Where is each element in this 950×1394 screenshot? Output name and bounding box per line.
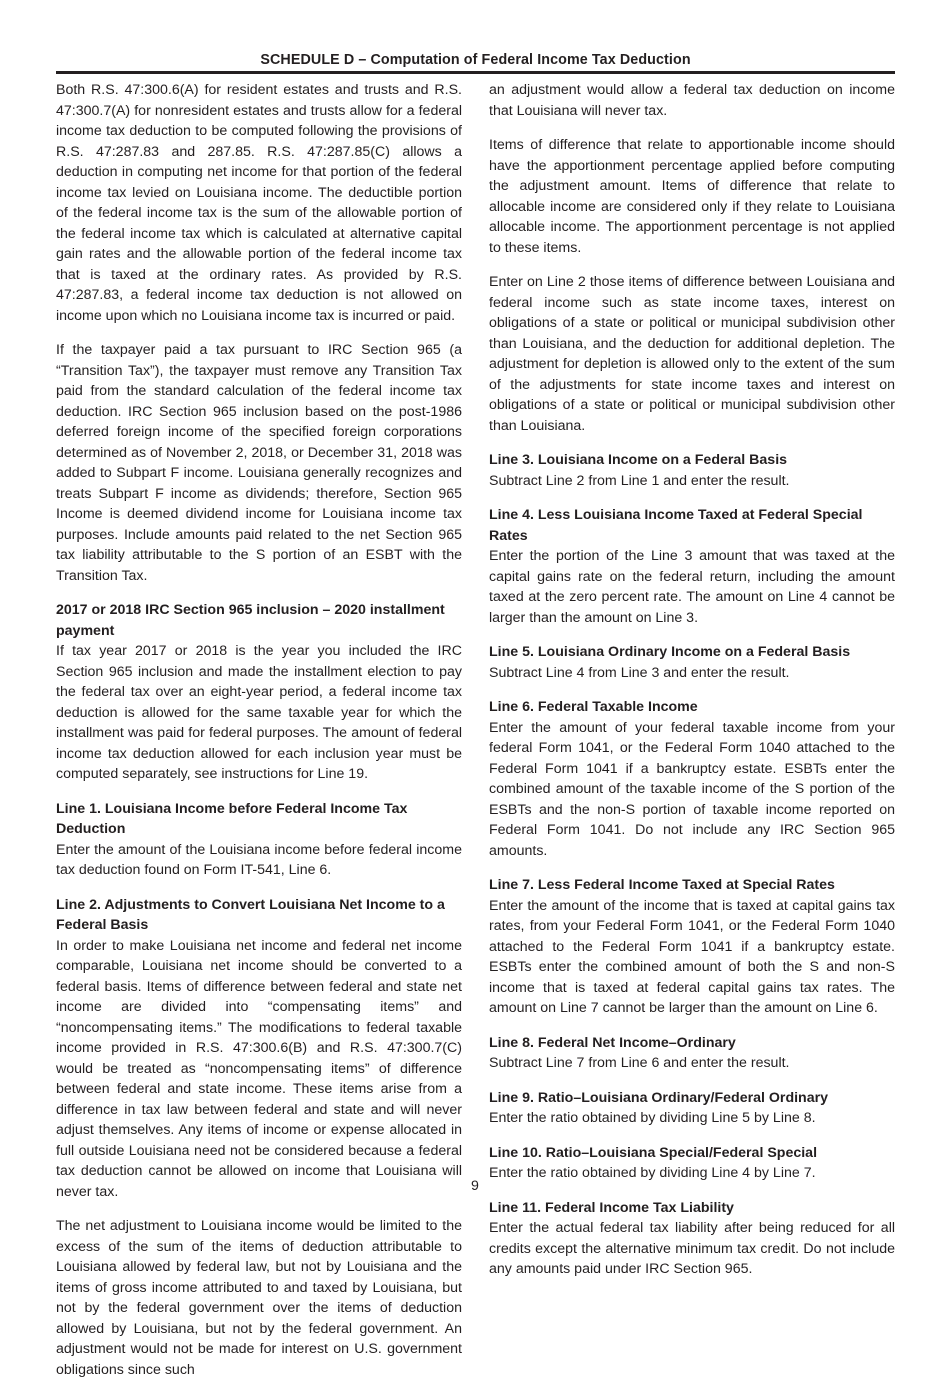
paragraph: an adjustment would allow a federal tax deduction on income that Louisiana will never tax. — [489, 82, 895, 119]
paragraph: If the taxpayer paid a tax pursuant to IRC Section 965 (a “Transition Tax”), the taxpayer must remove any Transition Tax paid from the standard calculation of the federal income tax deduction. IRC Section 965 inclusion based on the post-1986 deferred foreign income of the specified foreign corporations determined as of November 2, 2018, or December 31, 2018 was added to Subpart F income. Louisiana generally recognizes and treats Subpart F income as dividends; therefore, Section 965 Income is deemed dividend income for Louisiana income tax purposes. Include amounts paid related to the net Section 965 tax liability attributable to the S portion of an ESBT with the Transition Tax. — [56, 342, 462, 584]
paragraph: Enter on Line 2 those items of difference between Louisiana and federal income such as state income taxes, interest on obligations of a state or political or municipal subdivision other than Louisiana, and the deduction for additional depletion. The adjustment for depletion is allowed only to the extent of the sum of the adjustments for state income taxes and interest on obligations of a state or political or municipal subdivision other than Louisiana. — [489, 274, 895, 434]
paragraph: Enter the amount of the income that is taxed at capital gains tax rates, from your Federal Form 1041, or the Federal Form 1040 attached to the Federal Form 1041 if a bankruptcy estate. ESBTs enter the combined amount of both the S and non-S income that is taxed at federal capital gains tax rates. The amount on Line 7 cannot be larger than the amount on Line 6. — [489, 897, 895, 1016]
section — [56, 799, 462, 881]
section-heading: Line 9. Ratio–Louisiana Ordinary/Federal Ordinary — [489, 1089, 829, 1106]
paragraph-block — [489, 272, 895, 436]
section-heading: Line 8. Federal Net Income–Ordinary — [489, 1034, 736, 1051]
section-heading: Line 5. Louisiana Ordinary Income on a Federal Basis — [489, 644, 851, 660]
section — [56, 600, 462, 785]
paragraph-block — [489, 80, 895, 121]
section — [56, 895, 462, 1203]
right-column — [489, 80, 895, 1294]
paragraph: Enter the ratio obtained by dividing Line 5 by Line 8. — [489, 1110, 816, 1126]
paragraph: Subtract Line 2 from Line 1 and enter the result. — [489, 472, 790, 489]
paragraph: Enter the amount of the Louisiana income before federal income tax deduction found on Form IT-541, Line 6. — [56, 841, 462, 878]
section-heading: Line 1. Louisiana Income before Federal Income Tax Deduction — [56, 800, 408, 837]
paragraph: Subtract Line 4 from Line 3 and enter the result. — [489, 664, 790, 681]
paragraph: In order to make Louisiana net income and federal net income comparable, Louisiana net income should be converted to a federal basis. Items of difference between federal and state net income are divided into “compensating items” and “noncompensating items.” The modifications to federal taxable income provided in R.S. 47:300.6(B) and R.S. 47:300.7(C) would be treated as “noncompensating items” of difference between federal and state income. These items arise from a difference in tax law between federal and state and will never adjust themselves. Any items of income or expense allocated in full outside Louisiana need not be considered because a federal tax deduction cannot be allowed on income that Louisiana will never tax. — [56, 937, 462, 1200]
section-heading: Line 6. Federal Taxable Income — [489, 699, 698, 715]
section — [489, 505, 895, 628]
left-column — [56, 80, 462, 1394]
section-heading: Line 2. Adjustments to Convert Louisiana Net Income to a Federal Basis — [56, 896, 445, 933]
section — [489, 1198, 895, 1280]
paragraph: Enter the amount of your federal taxable income from your federal Form 1041, or the Federal Form 1040 attached to the Federal Form 1041 if a bankruptcy estate. ESBTs enter the combined amount of the taxable income of the S portion of the ESBTs and the non-S portion of taxable income reported on Federal Form 1041. Do not include any IRC Section 965 amounts. — [489, 719, 895, 859]
section-heading: 2017 or 2018 IRC Section 965 inclusion – 2020 installment payment — [56, 602, 445, 639]
section-heading: Line 11. Federal Income Tax Liability — [489, 1199, 734, 1216]
paragraph-block — [56, 80, 462, 326]
section — [489, 450, 895, 491]
paragraph: If tax year 2017 or 2018 is the year you included the IRC Section 965 inclusion and made the installment election to pay the federal tax over an eight-year period, a federal income tax deduction is allowed for the same taxable year for which the installment was paid for federal purposes. The amount of federal income tax deduction allowed for each inclusion year must be computed separately, see instructions for Line 19. — [56, 643, 462, 782]
paragraph: Both R.S. 47:300.6(A) for resident estates and trusts and R.S. 47:300.7(A) for nonresident estates and trusts allow for a federal income tax deduction to be computed following the provisions of R.S. 47:287.83 and 287.85. R.S. 47:287.85(C) allows a deduction in computing net income for that portion of the federal income tax levied on Louisiana income. The deductible portion of the federal income tax is the sum of the allowable portion of the federal income tax which is calculated at alternative capital gain rates and the allowable portion of the federal income tax that is taxed at the ordinary rates. As provided by R.S. 47:287.83, a federal income tax deduction is not allowed on income upon which no Louisiana income tax is incurred or paid. — [56, 82, 462, 324]
paragraph: Items of difference that relate to apportionable income should have the apportionment percentage applied before computing the adjustment amount. Items of difference that relate to allocable income are considered only if they relate to Louisiana allocable income. The apportionment percentage is not applied to these items. — [489, 137, 895, 256]
header-rule — [56, 71, 895, 74]
paragraph: Subtract Line 7 from Line 6 and enter the result. — [489, 1055, 790, 1071]
section — [489, 1033, 895, 1074]
paragraph: The net adjustment to Louisiana income would be limited to the excess of the sum of the items of deduction attributable to Louisiana allowed by federal law, but not by Louisiana and the items of gross income attributed to and taxed by Louisiana, but not by the federal government over the items of deduction allowed by Louisiana, but not by the federal government. An adjustment would not be made for interest on U.S. government obligations since such — [56, 1218, 462, 1378]
section — [489, 697, 895, 861]
paragraph-block — [489, 135, 895, 258]
section-heading: Line 3. Louisiana Income on a Federal Basis — [489, 452, 788, 468]
paragraph-block — [56, 1216, 462, 1380]
section — [489, 875, 895, 1019]
paragraph-block — [56, 340, 462, 586]
paragraph: Enter the portion of the Line 3 amount that was taxed at the capital gains rate on the federal return, including the amount taxed at the zero percent rate. The amount on Line 4 cannot be larger than the amount on Line 3. — [489, 548, 895, 626]
section-heading: Line 10. Ratio–Louisiana Special/Federal Special — [489, 1144, 818, 1161]
section — [489, 642, 895, 683]
page-title: SCHEDULE D – Computation of Federal Income Tax Deduction — [260, 52, 691, 68]
page-number: 9 — [471, 1178, 479, 1194]
section — [489, 1088, 895, 1129]
section-heading: Line 7. Less Federal Income Taxed at Special Rates — [489, 877, 835, 893]
section-heading: Line 4. Less Louisiana Income Taxed at Federal Special Rates — [489, 507, 863, 544]
paragraph: Enter the actual federal tax liability after being reduced for all credits except the alternative minimum tax credit. Do not include any amounts paid under IRC Section 965. — [489, 1220, 895, 1277]
paragraph: Enter the ratio obtained by dividing Line 4 by Line 7. — [489, 1165, 816, 1181]
